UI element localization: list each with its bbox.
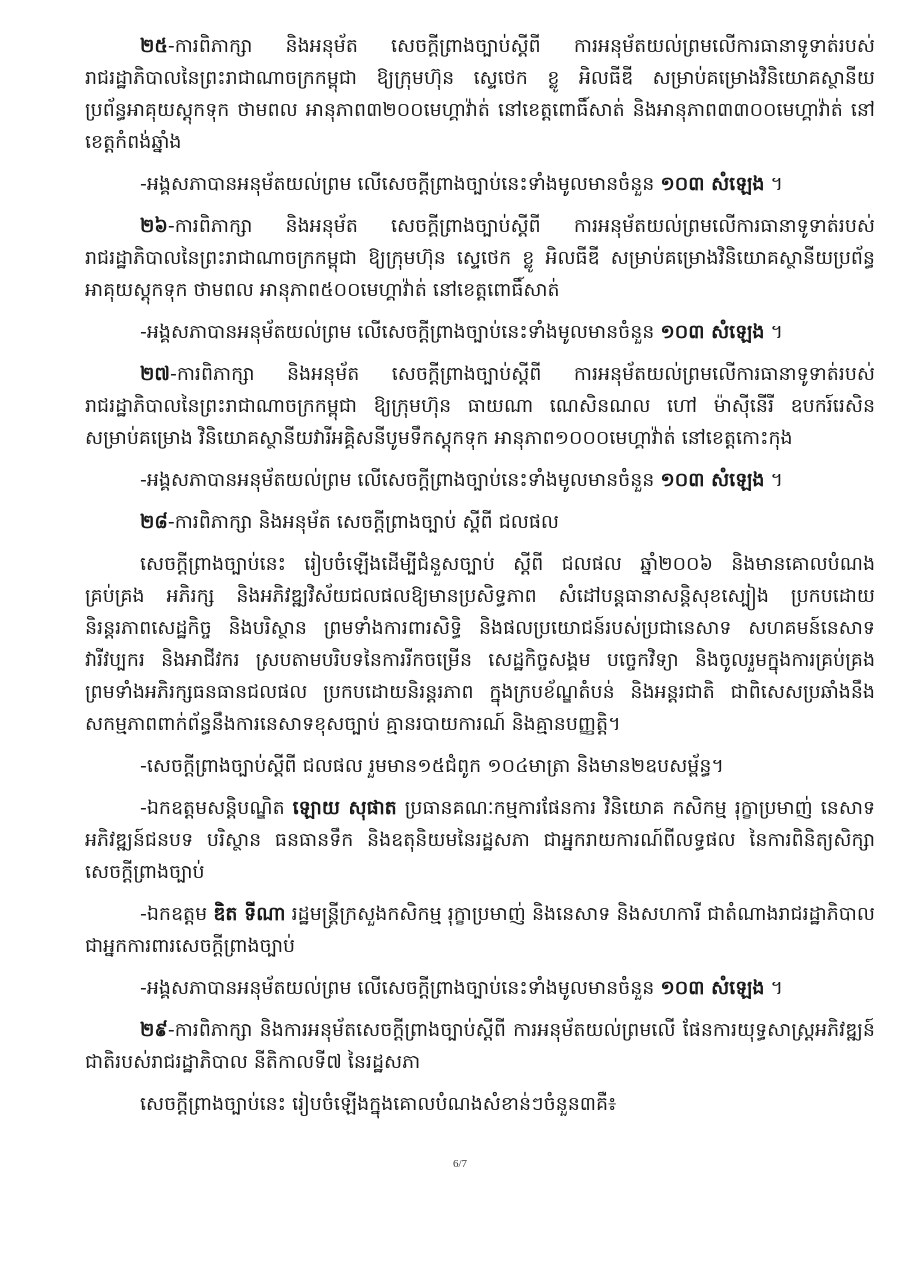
body-line: សកម្មភាពពាក់ព័ន្ធនឹងការនេសាទខុសច្បាប់ គ្មានរបាយការណ៍ និងគ្មានបញ្ញត្តិ។: [85, 713, 621, 735]
vote-count: ១០៣ សំឡេង: [660, 173, 765, 195]
item-25-heading: [140, 30, 875, 62]
body-line: គ្រប់គ្រង អភិរក្ស និងអភិវឌ្ឍវិស័យជលផលឱ្យមានប្រសិទ្ធភាព សំដៅបន្តធានាសន្តិសុខស្បៀង ប្រកបដោយ: [85, 585, 875, 607]
body-line: រាជរដ្ឋាភិបាលនៃព្រះរាជាណាចក្រកម្ពុជា ឱ្យក្រុមហ៊ុន ធាយណា ណេសិនណល ហៅ ម៉ាស៊ីនើរី ឧបករ៍រេសិន: [85, 395, 875, 417]
vote-result: -អង្គសភាបានអនុម័តយល់ព្រម លើសេចក្ដីព្រាងច្បាប់នេះទាំងមូលមានចំនួន ១០៣ សំឡេង ។: [140, 469, 783, 491]
item-text: -ការពិភាក្សា និងអនុម័ត សេចក្ដីព្រាងច្បាប់ស្ដីពី ការអនុម័តយល់ព្រមលើការធានាទូទាត់របស់: [167, 35, 875, 57]
body-line: ព្រមទាំងអភិរក្សធនធានជលផល ប្រកបដោយនិរន្តរភាព ក្នុងក្របខ័ណ្ឌតំបន់ និងអន្តរជាតិ ជាពិសេសប្រឆាំងនឹង: [85, 681, 875, 703]
body-line: អភិវឌ្ឍន៍ជនបទ បរិស្ថាន ធនធានទឹក និងឧតុនិយមនៃរដ្ឋសភា ជាអ្នករាយការណ៍ពីលទ្ធផល នៃការពិនិត្យសិក្សា: [85, 829, 875, 851]
item-text: -ការពិភាក្សា និងអនុម័ត សេចក្ដីព្រាងច្បាប់ស្ដីពី ការអនុម័តយល់ព្រមលើការធានាទូទាត់របស់: [167, 215, 875, 237]
vote-result: -អង្គសភាបានអនុម័តយល់ព្រម លើសេចក្ដីព្រាងច្បាប់នេះទាំងមូលមានចំនួន ១០៣ សំឡេង ។: [140, 977, 783, 999]
body-line: អាគុយស្តុកទុក ថាមពល អានុភាព៥០០មេហ្គាវ៉ាត់ នៅខេត្តពោធិ៍សាត់: [85, 279, 560, 301]
body-line: វារីវប្បករ និងអាជីវករ ស្របតាមបរិបទនៃការរីកចម្រើន សេដ្ឋកិច្ចសង្គម បច្ចេកវិទ្យា និងចូលរួមក្នុងការគ្រប់គ្រង: [85, 649, 875, 671]
page-number: 6/7: [452, 1158, 468, 1170]
body-line: សេចក្ដីព្រាងច្បាប់នេះ រៀបចំឡើងក្នុងគោលបំណងសំខាន់ៗចំនួន៣គឺ៖: [140, 1093, 617, 1115]
body-line: និរន្តរភាពសេដ្ឋកិច្ច និងបរិស្ថាន ព្រមទាំងការពារសិទ្ធិ និងផលប្រយោជន៍របស់ប្រជានេសាទ សហគមន៍នេសាទ: [85, 617, 875, 639]
item-number: ២៩: [140, 1019, 168, 1041]
body-line: -សេចក្ដីព្រាងច្បាប់ស្ដីពី ជលផល រួមមាន១៥ជំពូក ១០៤មាត្រា និងមាន២ឧបសម្ព័ន្ធ។: [140, 755, 724, 777]
body-line: ខេត្តកំពង់ឆ្នាំង: [85, 131, 182, 153]
body-line: សេចក្ដីព្រាងច្បាប់នេះ រៀបចំឡើងដើម្បីជំនួសច្បាប់ ស្ដីពី ជលផល ឆ្នាំ២០០៦ និងមានគោលបំណង: [140, 553, 875, 575]
body-line: ជាអ្នកការពារសេចក្ដីព្រាងច្បាប់: [85, 935, 296, 957]
item-number: ២៦: [140, 215, 168, 237]
minister-name: ឌិត ទីណា: [213, 903, 286, 925]
item-number: ២៧: [140, 363, 170, 385]
body-line: សេចក្ដីព្រាងច្បាប់: [85, 861, 205, 883]
vote-count: ១០៣ សំឡេង: [660, 977, 765, 999]
rapporteur-line: -ឯកឧត្តមសន្តិបណ្ឌិត ឡោយ សុផាត ប្រធានគណៈកម្មការផែនការ វិនិយោគ កសិកម្ម រុក្ខាប្រមាញ់ នេសាទ: [140, 797, 875, 819]
item-27-heading: [140, 358, 875, 390]
vote-result: -អង្គសភាបានអនុម័តយល់ព្រម លើសេចក្ដីព្រាងច្បាប់នេះទាំងមូលមានចំនួន ១០៣ សំឡេង ។: [140, 173, 783, 195]
item-text: -ការពិភាក្សា និងការអនុម័តសេចក្ដីព្រាងច្បាប់ស្ដីពី ការអនុម័តយល់ព្រមលើ ផែនការយុទ្ធសាស្ត្រអភិវឌ្ឍន៍: [167, 1019, 875, 1041]
vote-result: -អង្គសភាបានអនុម័តយល់ព្រម លើសេចក្ដីព្រាងច្បាប់នេះទាំងមូលមានចំនួន ១០៣ សំឡេង ។: [140, 321, 783, 343]
vote-count: ១០៣ សំឡេង: [660, 469, 765, 491]
body-line: រាជរដ្ឋាភិបាលនៃព្រះរាជាណាចក្រកម្ពុជា ឱ្យក្រុមហ៊ុន ស្ទេថេក ខ្លូ អិលធីឌី សម្រាប់គម្រោងវិនិយោគស្ថានីយ: [85, 67, 875, 89]
item-text: -ការពិភាក្សា និងអនុម័ត សេចក្ដីព្រាងច្បាប់ ស្ដីពី ជលផល: [167, 511, 560, 533]
minister-line: -ឯកឧត្តម ឌិត ទីណា រដ្ឋមន្ត្រីក្រសួងកសិកម្ម រុក្ខាប្រមាញ់ និងនេសាទ និងសហការី ជាតំណាងរាជរដ្ឋាភិបាល: [140, 903, 875, 925]
rapporteur-name: ឡោយ សុផាត: [292, 797, 397, 819]
vote-count: ១០៣ សំឡេង: [660, 321, 765, 343]
item-text: -ការពិភាក្សា និងអនុម័ត សេចក្ដីព្រាងច្បាប់ស្ដីពី ការអនុម័តយល់ព្រមលើការធានាទូទាត់របស់: [169, 363, 875, 385]
body-line: ជាតិរបស់រាជរដ្ឋាភិបាល នីតិកាលទី៧ នៃរដ្ឋសភា: [85, 1051, 421, 1073]
item-26-heading: [140, 210, 875, 242]
item-number: ២៨: [140, 511, 168, 533]
body-line: សម្រាប់គម្រោង វិនិយោគស្ថានីយវារីអគ្គិសនីបូមទឹកស្តុកទុក អានុភាព១០០០មេហ្គាវ៉ាត់ នៅខេត្តកោះកុង: [85, 427, 793, 449]
body-line: ប្រព័ន្ធអាគុយស្តុកទុក ថាមពល អានុភាព៣២០០មេហ្គាវ៉ាត់ នៅខេត្តពោធិ៍សាត់ និងអានុភាព៣៣០០មេហ្គាវ៉ាត់ នៅ: [85, 99, 875, 121]
item-29-heading: [140, 1014, 875, 1046]
body-line: រាជរដ្ឋាភិបាលនៃព្រះរាជាណាចក្រកម្ពុជា ឱ្យក្រុមហ៊ុន ស្ទេថេក ខ្លូ អិលធីឌី សម្រាប់គម្រោងវិនិយោគស្ថានីយប្រព័ន្ធ: [85, 247, 875, 269]
item-28-heading: [140, 506, 559, 538]
item-number: ២៥: [140, 35, 168, 57]
